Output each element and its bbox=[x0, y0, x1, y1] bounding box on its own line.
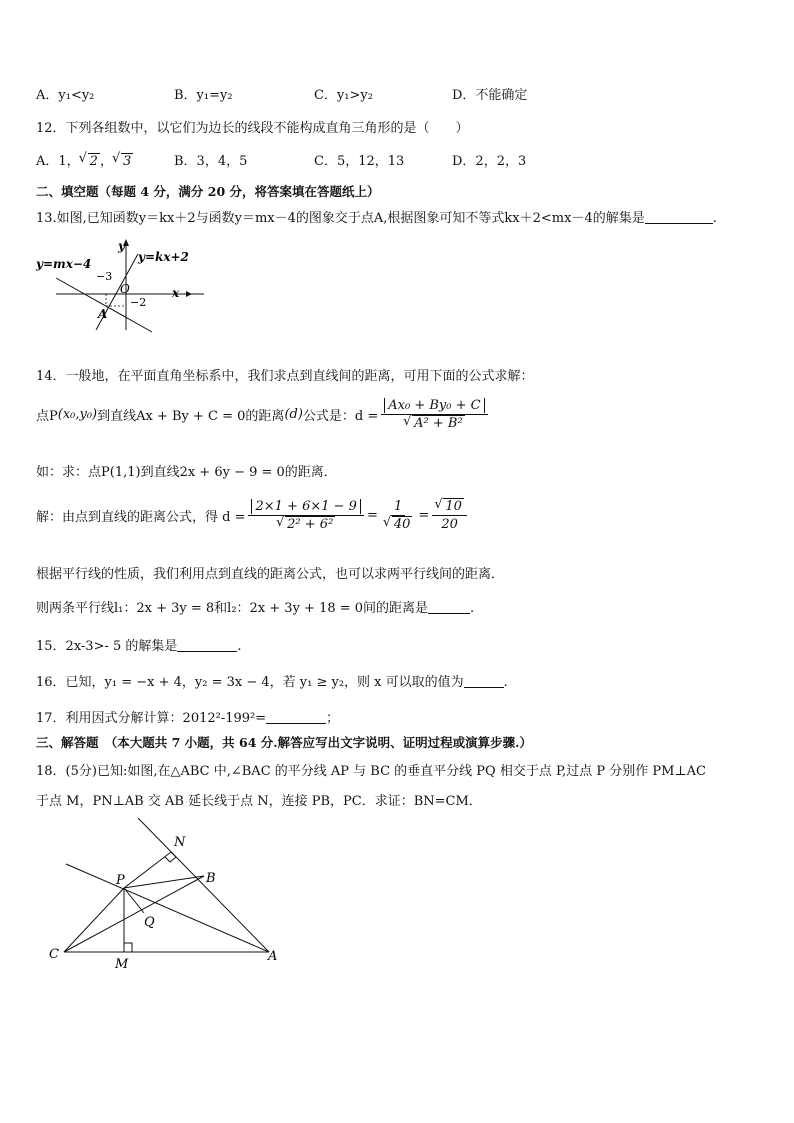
q14-formula-text2: 到直线Ax + By + C = 0的距离 bbox=[97, 409, 285, 424]
q18-side-cb bbox=[64, 876, 204, 952]
q13-tick-neg3: −3 bbox=[96, 270, 113, 283]
q13-x-arrow bbox=[186, 291, 192, 297]
q14-frac2-den: √ 40 bbox=[392, 516, 413, 532]
q14-answer-blank[interactable] bbox=[428, 600, 470, 614]
section3-heading: 三、解答题 （本大题共 7 小题，共 64 分.解答应写出文字说明、证明过程或演算步骤.） bbox=[36, 735, 532, 750]
q13-answer-blank[interactable] bbox=[645, 210, 713, 224]
q16-period: . bbox=[503, 675, 508, 690]
q13-label-mx: y=mx−4 bbox=[36, 257, 92, 271]
q14-solution bbox=[36, 498, 470, 533]
q15-answer-blank[interactable] bbox=[177, 638, 237, 652]
q14-formula-text3: 公式是：d = bbox=[302, 409, 379, 424]
q14-example: 如：求：点P(1,1)到直线2x + 6y − 9 = 0的距离． bbox=[36, 465, 337, 480]
q12-option-a-prefix: A．1， bbox=[36, 154, 80, 169]
q14-formula-fraction bbox=[381, 397, 487, 432]
section2-heading: 二、填空题（每题 4 分，满分 20 分，将答案填在答题纸上） bbox=[36, 184, 380, 199]
q14-solution-numerator: 2×1 + 6×1 − 9 bbox=[251, 499, 360, 514]
q12-option-a bbox=[36, 150, 133, 169]
q18-label-b: B bbox=[206, 871, 216, 886]
q12-option-b: B．3，4，5 bbox=[174, 154, 248, 169]
q14-eq-1: = bbox=[366, 508, 378, 523]
q11-option-d: D．不能确定 bbox=[452, 88, 528, 103]
q18-line-an bbox=[138, 818, 269, 952]
q12-sqrt3: √ 3 bbox=[121, 153, 133, 169]
q14-solution-denominator: √ 2² + 6² bbox=[285, 516, 335, 532]
q13-period: . bbox=[712, 211, 717, 226]
q18-right-angle-n bbox=[165, 852, 176, 862]
q13-stem: 13.如图,已知函数y＝kx＋2与函数y＝mx－4的图象交于点A,根据图象可知不等式kx＋2<mx－4的解集是 bbox=[36, 211, 645, 226]
q18-line2: 于点 M，PN⊥AB 交 AB 延长线于点 N，连接 PB，PC．求证：BN=CM． bbox=[36, 794, 482, 809]
q16-answer-blank[interactable] bbox=[464, 674, 504, 688]
q17-stem: 17．利用因式分解计算：2012²-199²= bbox=[36, 711, 267, 726]
q16-stem: 16．已知，y₁ = −x + 4，y₂ = 3x − 4，若 y₁ ≥ y₂，则 x 可以取的值为 bbox=[36, 675, 464, 690]
q14-formula-text1: 点P bbox=[36, 409, 58, 424]
q18-label-p: P bbox=[116, 873, 125, 888]
q12-sqrt2: √ 2 bbox=[88, 153, 100, 169]
q13-stem-line bbox=[36, 207, 717, 226]
q14-frac3-num: √ 10 bbox=[443, 498, 464, 514]
q12-option-a-sep: ， bbox=[99, 154, 113, 169]
q12-stem: 12．下列各组数中，以它们为边长的线段不能构成直角三角形的是（ ） bbox=[36, 121, 469, 136]
q18-line-pc bbox=[64, 888, 124, 952]
q13-label-x: x bbox=[172, 286, 180, 300]
q13-label-o: O bbox=[120, 282, 130, 296]
q14-formula-numerator: Ax₀ + By₀ + C bbox=[384, 398, 484, 413]
q18-label-c: C bbox=[49, 947, 59, 962]
q13-tick-neg2: −2 bbox=[130, 296, 147, 309]
q13-label-kx: y=kx+2 bbox=[138, 250, 189, 264]
q14-period: . bbox=[470, 601, 475, 616]
q14-formula bbox=[36, 397, 491, 432]
q12-option-c: C．5，12，13 bbox=[314, 154, 405, 169]
q12-option-d: D．2，2，3 bbox=[452, 154, 527, 169]
q18-right-angle-m bbox=[124, 943, 132, 952]
q14-formula-denominator: √ A² + B² bbox=[412, 415, 465, 431]
q17-answer-blank[interactable] bbox=[266, 710, 326, 724]
q18-line-ap bbox=[66, 864, 269, 952]
q13-label-a: A bbox=[98, 307, 108, 321]
q15-period: . bbox=[237, 639, 242, 654]
q18-label-n: N bbox=[174, 835, 186, 850]
q13-graph bbox=[34, 234, 204, 334]
q16-line bbox=[36, 671, 508, 690]
q14-solution-text: 解：由点到直线的距离公式，得 d = bbox=[36, 510, 246, 525]
q17-period: ； bbox=[326, 711, 340, 726]
q14-question: 则两条平行线l₁：2x + 3y = 8和l₂：2x + 3y + 18 = 0间的距离是 bbox=[36, 601, 429, 616]
q14-frac3-den: 20 bbox=[441, 517, 458, 532]
q11-option-a: A．y₁<y₂ bbox=[36, 88, 95, 103]
q13-label-y: y bbox=[118, 239, 125, 253]
q14-formula-d: (d) bbox=[284, 407, 303, 422]
q14-formula-point: (x₀,y₀) bbox=[57, 407, 98, 422]
q14-question-line bbox=[36, 597, 474, 616]
q18-line-pq bbox=[124, 888, 144, 913]
q18-line1: 18．(5分)已知:如图,在△ABC 中,∠BAC 的平分线 AP 与 BC 的垂直平分线 PQ 相交于点 P,过点 P 分别作 PM⊥AC bbox=[36, 764, 706, 779]
q14-eq-2: = bbox=[418, 508, 430, 523]
q14-frac3 bbox=[432, 498, 467, 533]
q18-label-q: Q bbox=[144, 915, 155, 930]
q18-figure bbox=[44, 810, 294, 972]
q18-line-pn bbox=[124, 852, 171, 888]
q11-option-b: B．y₁=y₂ bbox=[174, 88, 233, 103]
q14-frac2-num: 1 bbox=[391, 498, 405, 516]
q15-line bbox=[36, 635, 242, 654]
q14-intro: 14．一般地，在平面直角坐标系中，我们求点到直线间的距离，可用下面的公式求解： bbox=[36, 369, 534, 384]
q14-parallel-note: 根据平行线的性质，我们利用点到直线的距离公式，也可以求两平行线间的距离． bbox=[36, 567, 505, 582]
q14-frac2 bbox=[381, 498, 416, 533]
q18-label-a: A bbox=[268, 949, 278, 964]
q14-solution-fraction bbox=[248, 498, 363, 533]
q11-option-c: C．y₁>y₂ bbox=[314, 88, 373, 103]
q18-label-m: M bbox=[115, 957, 129, 972]
q17-line bbox=[36, 707, 339, 726]
q15-stem: 15．2x-3>- 5 的解集是 bbox=[36, 639, 178, 654]
